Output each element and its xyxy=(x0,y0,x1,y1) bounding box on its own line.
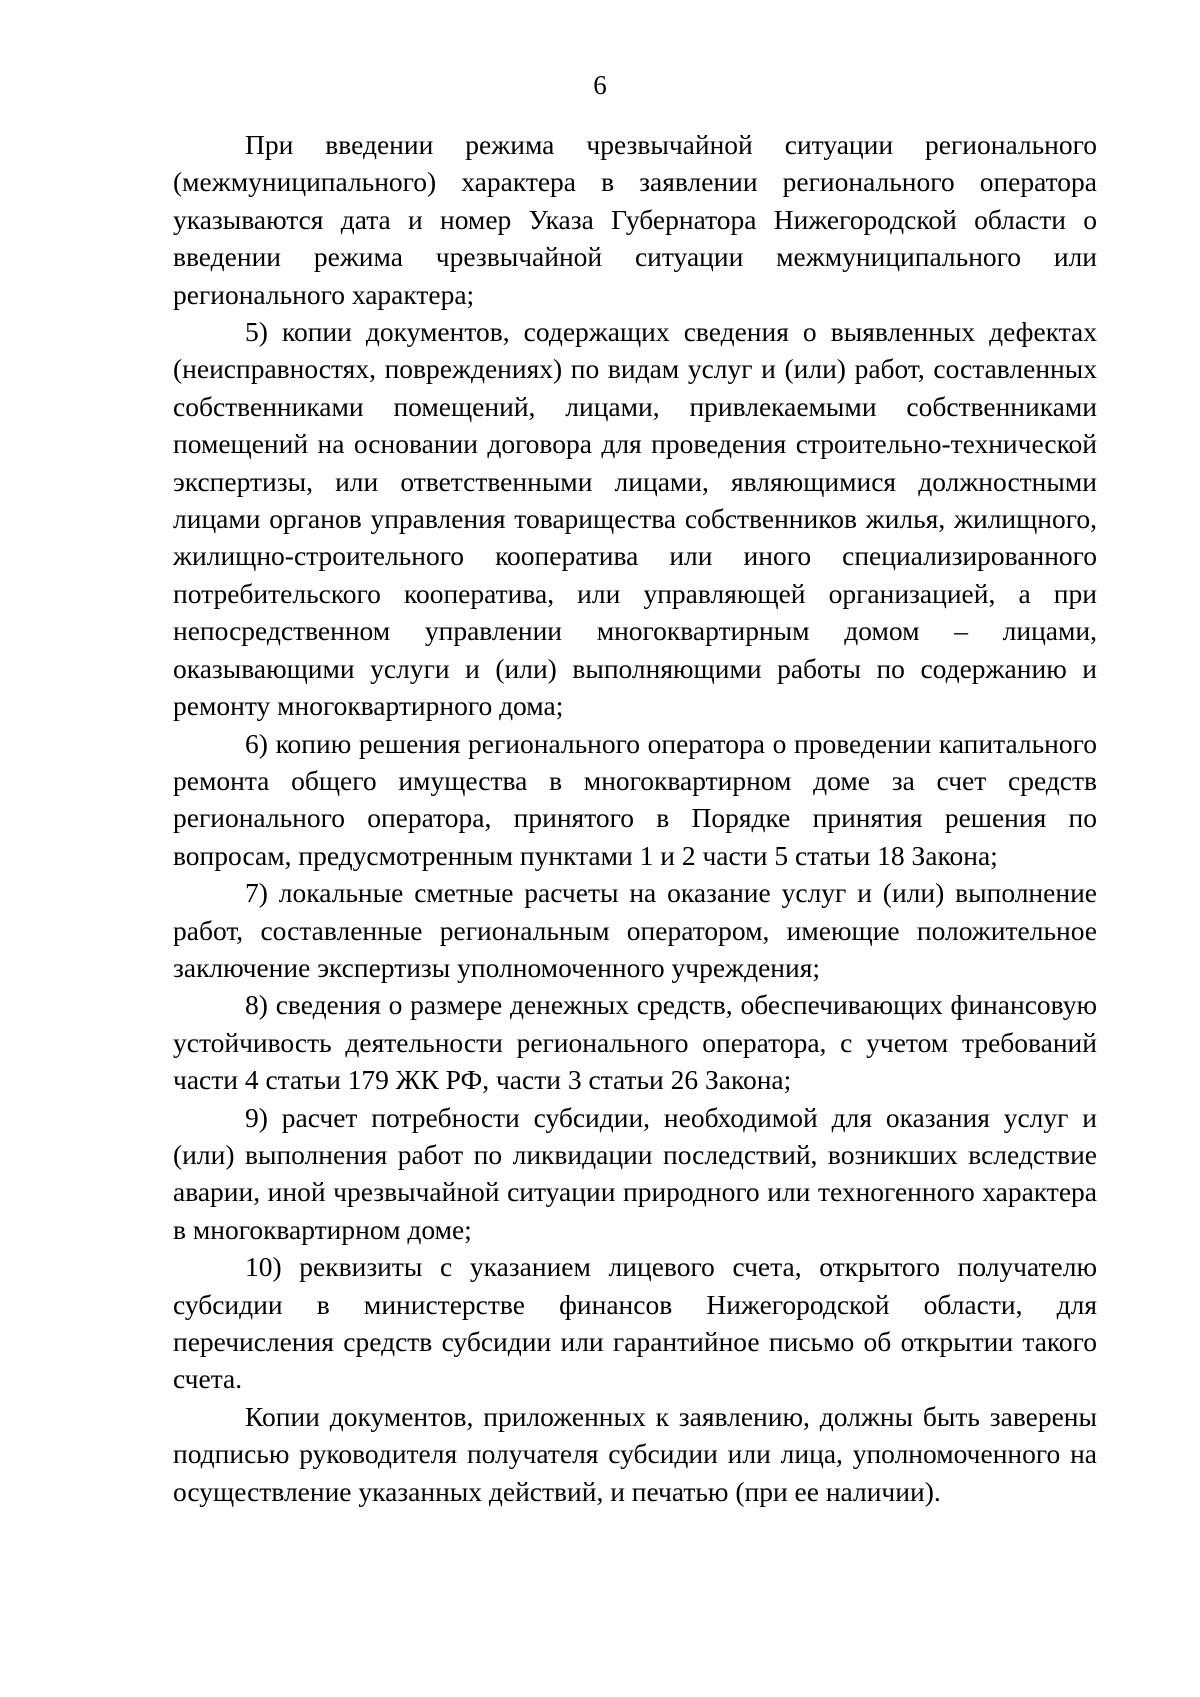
paragraph-emergency-regime: При введении режима чрезвычайной ситуации регионального (межмуниципального) характера в заявлении регионального оператора указываются дата и номер Указа Губернатора Нижегородской области о введении режима чрезвычайной ситуации межмуниципального или регионального характера; xyxy=(173,129,1097,310)
paragraph-item-10-account-details: 10) реквизиты с указанием лицевого счета, открытого получателю субсидии в министерстве финансов Нижегородской области, для перечисления средств субсидии или гарантийное письмо об открытии такого счета. xyxy=(173,1251,1097,1395)
page-number: 6 xyxy=(593,70,607,100)
paragraph-item-9-subsidy-calculation: 9) расчет потребности субсидии, необходимой для оказания услуг и (или) выполнения работ по ликвидации последствий, возникших вследствие аварии, иной чрезвычайной ситуации природного или техногенного характера в многоквартирном доме; xyxy=(173,1101,1097,1245)
paragraph-item-6-operator-decision: 6) копию решения регионального оператора о проведении капитального ремонта общего имущества в многоквартирном доме за счет средств регионального оператора, принятого в Порядке принятия решения по вопросам, предусмотренным пунктами 1 и 2 части 5 статьи 18 Закона; xyxy=(173,727,1097,871)
paragraph-document-certification: Копии документов, приложенных к заявлению, должны быть заверены подписью руководителя получателя субсидии или лица, уполномоченного на осуществление указанных действий, и печатью (при ее наличии). xyxy=(173,1400,1097,1507)
paragraph-item-8-funds-info: 8) сведения о размере денежных средств, обеспечивающих финансовую устойчивость деятельности регионального оператора, с учетом требований части 4 статьи 179 ЖК РФ, части 3 статьи 26 Закона; xyxy=(173,989,1097,1096)
paragraph-item-5-defect-documents: 5) копии документов, содержащих сведения о выявленных дефектах (неисправностях, повреждениях) по видам услуг и (или) работ, составленных собственниками помещений, лицами, привлекаемыми собственниками помещений на основании договора для проведения строительно-технической экспертизы, или ответственными лицами, являющимися должностными лицами органов управления товарищества собственников жилья, жилищного, жилищно-строительного кооператива или иного специализированного потребительского кооператива, или управляющей организацией, а при непосредственном управлении многоквартирным домом – лицами, оказывающими услуги и (или) выполняющими работы по содержанию и ремонту многоквартирного дома; xyxy=(173,316,1097,722)
document-body xyxy=(173,126,1097,1510)
paragraph-item-7-estimates: 7) локальные сметные расчеты на оказание услуг и (или) выполнение работ, составленные региональным оператором, имеющие положительное заключение экспертизы уполномоченного учреждения; xyxy=(173,877,1097,983)
